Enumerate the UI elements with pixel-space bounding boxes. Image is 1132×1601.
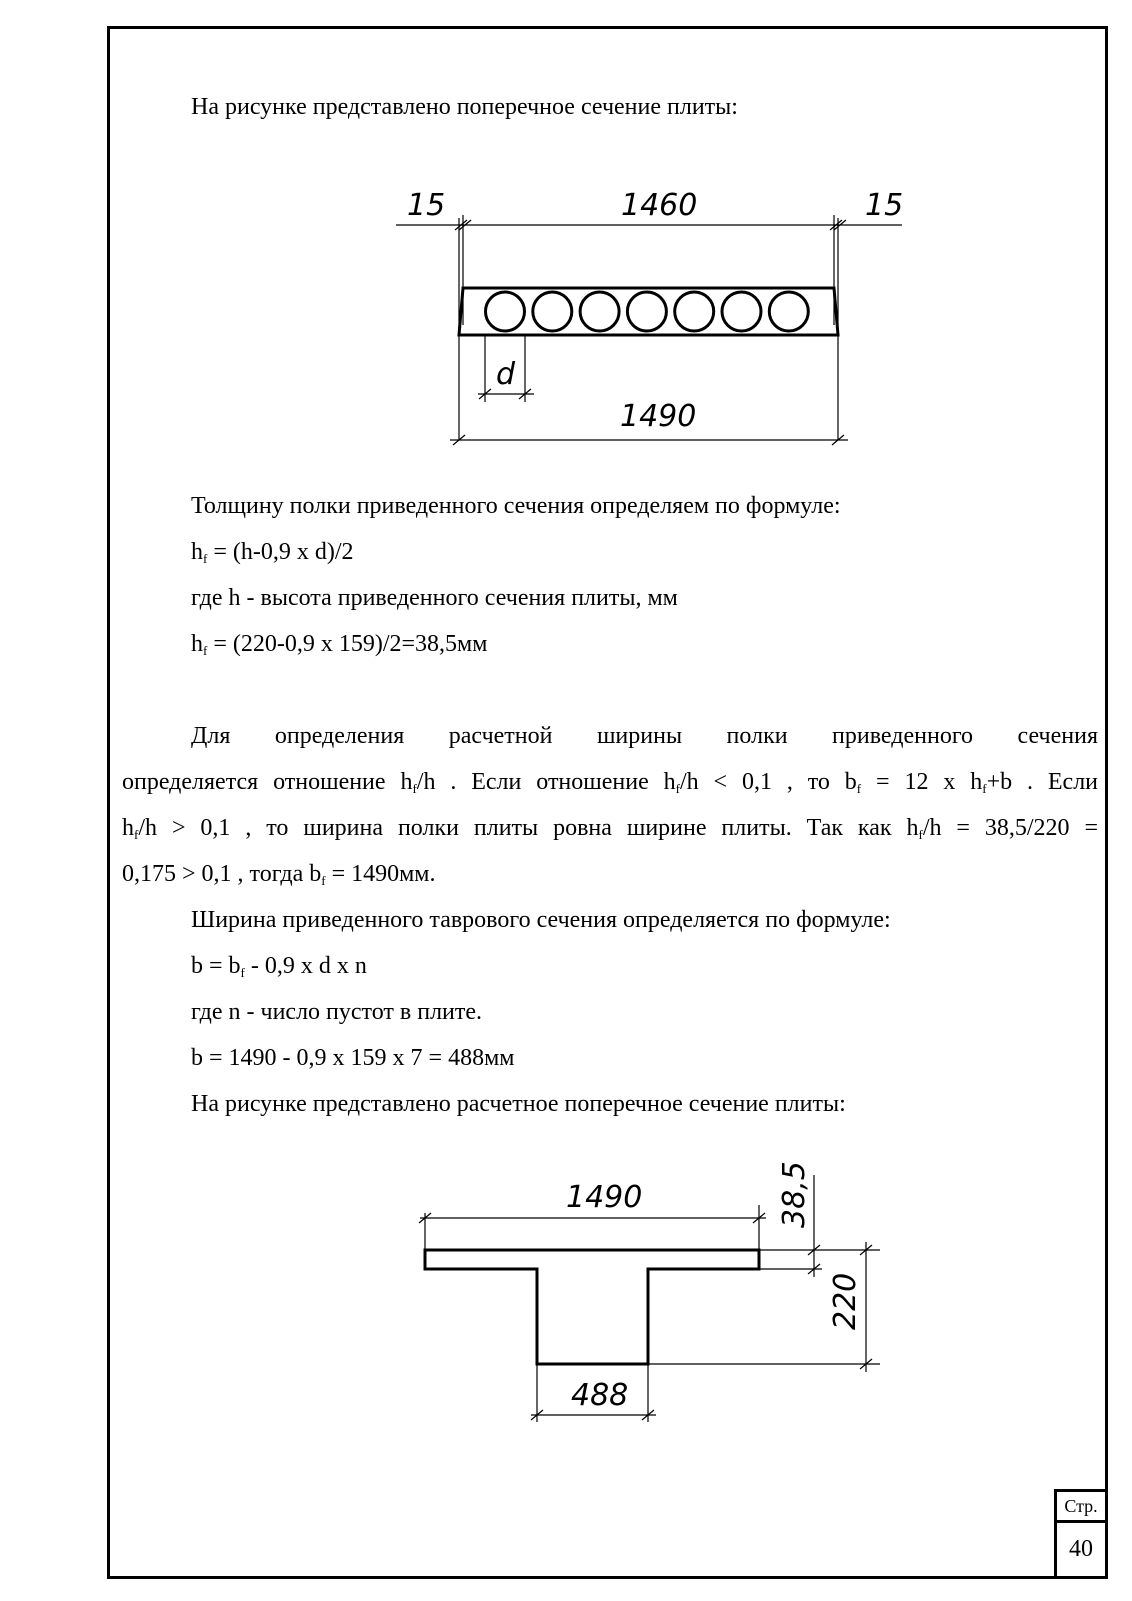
where-h: где h - высота приведенного сечения плиты, мм xyxy=(191,585,678,611)
dim-t-488: 488 xyxy=(571,1378,629,1413)
dim-t-1490: 1490 xyxy=(566,1180,643,1215)
where-n: где n - число пустот в плите. xyxy=(191,999,483,1025)
para2-line1: Для определения расчетной ширины полки приведенного сечения xyxy=(191,723,1098,749)
width-intro: Ширина приведенного таврового сечения определяется по формуле: xyxy=(191,907,891,933)
formula-hf: $h_f = (h-0,9$ x d)/2 xyxy=(191,539,354,566)
slab-void xyxy=(486,292,525,331)
page-number: 40 xyxy=(1054,1520,1108,1579)
dim-t-38-5: 38,5 xyxy=(777,1161,812,1228)
calc-hf: $h_f = (220-0,9$ x 159)/2=38,5мм xyxy=(191,631,488,658)
formula-b: $b = b_f - 0,9$ x d x n xyxy=(191,953,367,980)
dim-1460: 1460 xyxy=(621,188,698,223)
slab-void xyxy=(675,292,714,331)
intro-text-1: На рисунке представлено поперечное сечение плиты: xyxy=(191,94,738,120)
slab-void xyxy=(580,292,619,331)
slab-void xyxy=(533,292,572,331)
slab-void xyxy=(627,292,666,331)
page-stamp-label: Стр. xyxy=(1054,1489,1108,1523)
dim-1490: 1490 xyxy=(620,399,697,434)
thickness-intro: Толщину полки приведенного сечения определяем по формуле: xyxy=(191,493,841,519)
dim-d: d xyxy=(496,357,516,392)
calc-b: b = 1490 - 0,9 x 159 x 7 = 488мм xyxy=(191,1045,515,1071)
intro-text-2: На рисунке представлено расчетное поперечное сечение плиты: xyxy=(191,1091,846,1117)
dim-t-220: 220 xyxy=(828,1272,863,1330)
para2-line4: 0,175 > 0,1 , тогда $b_f = 1490мм$. xyxy=(122,861,436,888)
para2-line2: определяется отношение $h_f/h$ . Если отношение $h_f/h < 0,1$ , то $b_f = 12$ x $h_f+b$ . Если xyxy=(122,769,1099,796)
t-section-outline xyxy=(425,1250,759,1364)
dim-left-15: 15 xyxy=(407,188,446,223)
para2-line3: $h_f/h > 0,1$ , то ширина полки плиты ровна ширине плиты. Так как $h_f/h = 38,5/220$ = xyxy=(122,815,1099,842)
slab-void xyxy=(722,292,761,331)
dim-right-15: 15 xyxy=(865,188,904,223)
slab-void xyxy=(769,292,808,331)
